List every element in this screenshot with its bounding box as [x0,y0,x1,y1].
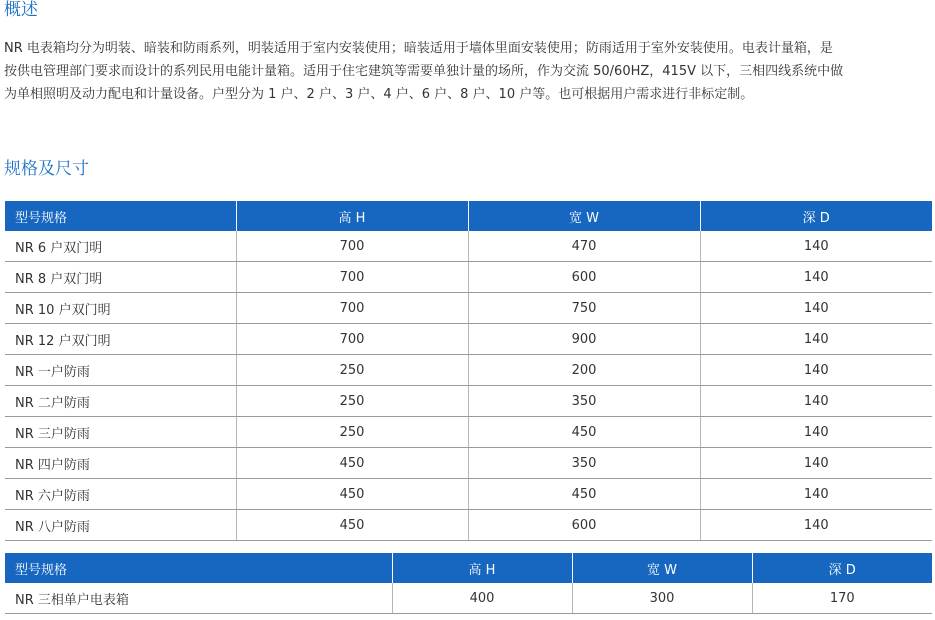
cell-depth: 140 [700,386,932,417]
table-row [5,293,932,324]
cell-depth: 140 [700,231,932,262]
cell-height: 700 [236,262,468,293]
cell-depth: 140 [700,293,932,324]
overview-description: NR 电表箱均分为明装、暗装和防雨系列，明装适用于室内安装使用；暗装适用于墙体里面安装使用；防雨适用于室外安装使用。电表计量箱，是 按供电管理部门要求而设计的系列民用电能计量箱。适用于住宅建筑等需要单独计量的场所，作为交流 50/60HZ，415V 以下，三相四线系统中做 为单相照明及动力配电和计量设备。户型分为 1 户、2 户、3 户、4 户、6 户、8 户、10 户等。也可根据用户需求进行非标定制。 [4,41,844,102]
table-row [5,386,932,417]
header-depth: 深 D [752,553,932,583]
header-model: 型号规格 [5,553,392,583]
table-header-row [5,553,932,583]
cell-height: 450 [236,510,468,541]
table-row [5,448,932,479]
cell-height: 400 [392,583,572,614]
table-header-row [5,201,932,231]
table-row [5,231,932,262]
spec-heading: 规格及尺寸 [4,159,89,179]
cell-model: NR 8 户双门明 [5,262,236,293]
cell-model: NR 一户防雨 [5,355,236,386]
header-model: 型号规格 [5,201,236,231]
cell-width: 350 [468,448,700,479]
header-height: 高 H [392,553,572,583]
cell-depth: 140 [700,355,932,386]
cell-depth: 140 [700,448,932,479]
table-row [5,355,932,386]
cell-depth: 140 [700,479,932,510]
table-row [5,510,932,541]
cell-depth: 140 [700,324,932,355]
cell-width: 900 [468,324,700,355]
header-width: 宽 W [468,201,700,231]
cell-width: 450 [468,479,700,510]
cell-height: 250 [236,417,468,448]
cell-width: 600 [468,262,700,293]
cell-depth: 140 [700,510,932,541]
cell-model: NR 三相单户电表箱 [5,583,392,614]
spec-table-three-phase-body [5,583,932,614]
cell-width: 600 [468,510,700,541]
cell-depth: 170 [752,583,932,614]
header-height: 高 H [236,201,468,231]
cell-height: 250 [236,386,468,417]
cell-height: 700 [236,231,468,262]
cell-model: NR 四户防雨 [5,448,236,479]
cell-height: 450 [236,448,468,479]
cell-model: NR 六户防雨 [5,479,236,510]
cell-height: 250 [236,355,468,386]
cell-model: NR 八户防雨 [5,510,236,541]
table-row [5,583,932,614]
cell-width: 350 [468,386,700,417]
cell-width: 200 [468,355,700,386]
cell-depth: 140 [700,417,932,448]
header-depth: 深 D [700,201,932,231]
spec-table-main-body [5,231,932,541]
cell-height: 450 [236,479,468,510]
cell-width: 470 [468,231,700,262]
cell-width: 450 [468,417,700,448]
cell-width: 750 [468,293,700,324]
spec-table-main [5,201,932,541]
cell-depth: 140 [700,262,932,293]
cell-width: 300 [572,583,752,614]
cell-model: NR 三户防雨 [5,417,236,448]
cell-height: 700 [236,324,468,355]
cell-model: NR 二户防雨 [5,386,236,417]
table-row [5,262,932,293]
cell-model: NR 12 户双门明 [5,324,236,355]
cell-model: NR 6 户双门明 [5,231,236,262]
table-row [5,417,932,448]
spec-table-three-phase [5,553,932,614]
table-row [5,479,932,510]
cell-model: NR 10 户双门明 [5,293,236,324]
table-row [5,324,932,355]
overview-heading: 概述 [4,0,38,20]
header-width: 宽 W [572,553,752,583]
cell-height: 700 [236,293,468,324]
